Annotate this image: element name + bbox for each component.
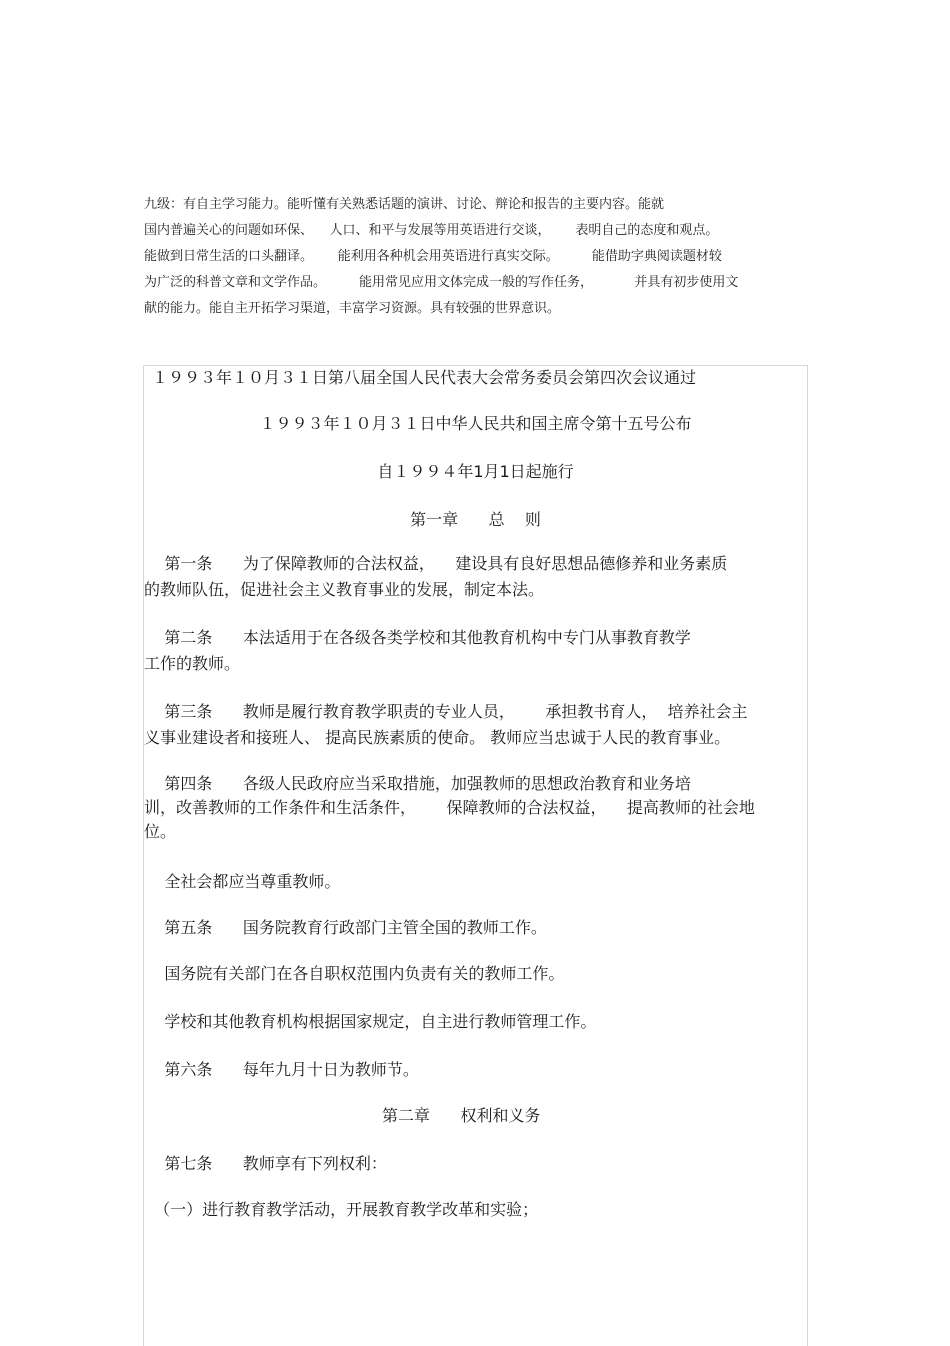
article-4-line: 位。 xyxy=(144,822,177,841)
article-5-paragraph: 国务院有关部门在各自职权范围内负责有关的教师工作。 xyxy=(144,964,565,983)
respect-paragraph: 全社会都应当尊重教师。 xyxy=(144,872,341,891)
intro-line: 九级：有自主学习能力。能听懂有关熟悉话题的演讲、讨论、辩论和报告的主要内容。能就 xyxy=(144,197,665,212)
chapter-2-heading: 第二章 权利和义务 xyxy=(382,1106,541,1125)
law-passed-line: １９９３年１０月３１日第八届全国人民代表大会常务委员会第四次会议通过 xyxy=(152,368,697,387)
article-5-paragraph: 学校和其他教育机构根据国家规定，自主进行教师管理工作。 xyxy=(144,1012,597,1031)
article-2-line: 工作的教师。 xyxy=(144,654,241,673)
law-promulgated-line: １９９３年１０月３１日中华人民共和国主席令第十五号公布 xyxy=(259,414,692,433)
intro-line: 献的能力。能自主开拓学习渠道，丰富学习资源。具有较强的世界意识。 xyxy=(144,301,561,316)
intro-paragraph xyxy=(144,192,804,322)
article-4-line: 训，改善教师的工作条件和生活条件， 保障教师的合法权益， 提高教师的社会地 xyxy=(144,798,755,817)
article-1-line: 第一条 为了保障教师的合法权益， 建设具有良好思想品德修养和业务素质 xyxy=(144,554,728,573)
intro-line: 国内普遍关心的问题如环保、 人口、和平与发展等用英语进行交谈， 表明自己的态度和观点。 xyxy=(144,223,719,238)
law-effective-line: 自１９９４年1月1日起施行 xyxy=(377,462,574,481)
article-1-line: 的教师队伍，促进社会主义教育事业的发展，制定本法。 xyxy=(144,580,545,599)
article-3-line: 义事业建设者和接班人、 提高民族素质的使命。 教师应当忠诚于人民的教育事业。 xyxy=(144,728,731,747)
chapter-1-heading: 第一章 总 则 xyxy=(410,510,541,529)
law-document-frame xyxy=(143,365,808,1346)
article-4-line: 第四条 各级人民政府应当采取措施，加强教师的思想政治教育和业务培 xyxy=(144,774,691,793)
intro-line: 为广泛的科普文章和文学作品。 能用常见应用文体完成一般的写作任务， 并具有初步使用文 xyxy=(144,275,739,290)
intro-line: 能做到日常生活的口头翻译。 能利用各种机会用英语进行真实交际。 能借助字典阅读题材较 xyxy=(144,249,722,264)
article-5-line: 第五条 国务院教育行政部门主管全国的教师工作。 xyxy=(144,918,547,937)
article-7-line: 第七条 教师享有下列权利： xyxy=(144,1154,387,1173)
article-2-line: 第二条 本法适用于在各级各类学校和其他教育机构中专门从事教育教学 xyxy=(144,628,691,647)
article-3-line: 第三条 教师是履行教育教学职责的专业人员， 承担教书育人， 培养社会主 xyxy=(144,702,748,721)
article-7-item-1: （一）进行教育教学活动，开展教育教学改革和实验； xyxy=(144,1200,539,1219)
article-6-line: 第六条 每年九月十日为教师节。 xyxy=(144,1060,419,1079)
